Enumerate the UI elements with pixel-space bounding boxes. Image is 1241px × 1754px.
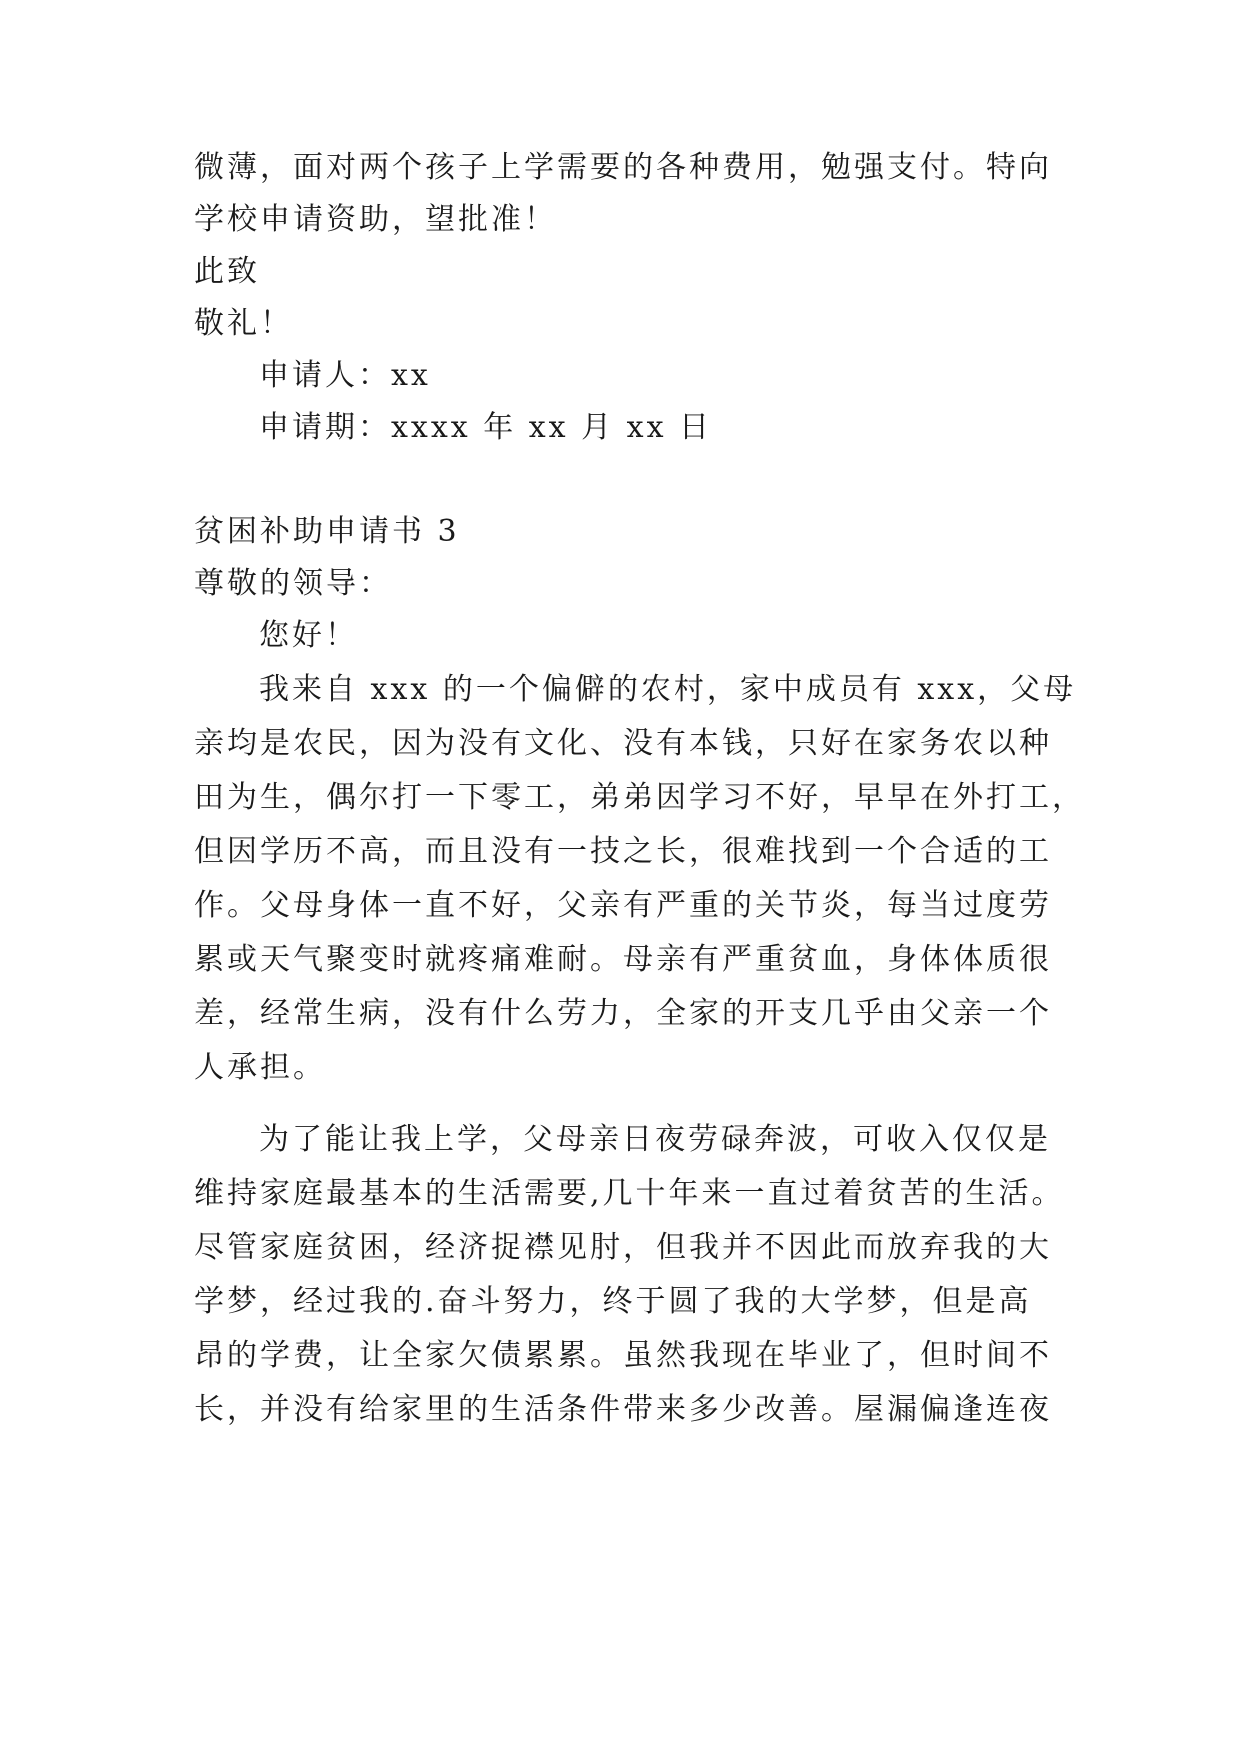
letter-title: 贫困补助申请书 3 bbox=[194, 514, 460, 549]
paragraph-line: 累或天气聚变时就疼痛难耐。母亲有严重贫血，身体体质很 bbox=[194, 942, 1052, 977]
paragraph-line: 我来自 xxx 的一个偏僻的农村，家中成员有 xxx，父母 bbox=[259, 672, 1077, 707]
salute-text: 敬礼！ bbox=[194, 306, 293, 341]
date-line: 申请期：xxxx 年 xx 月 xx 日 bbox=[259, 410, 713, 445]
paragraph-line: 亲均是农民，因为没有文化、没有本钱，只好在家务农以种 bbox=[194, 726, 1052, 761]
paragraph-line: 但因学历不高，而且没有一技之长，很难找到一个合适的工 bbox=[194, 834, 1052, 869]
paragraph-line: 作。父母身体一直不好，父亲有严重的关节炎，每当过度劳 bbox=[194, 888, 1052, 923]
body-line: 学校申请资助，望批准！ bbox=[194, 202, 557, 237]
paragraph-line: 学梦，经过我的.奋斗努力，终于圆了我的大学梦，但是高 bbox=[194, 1284, 1032, 1319]
paragraph-line: 长，并没有给家里的生活条件带来多少改善。屋漏偏逢连夜 bbox=[194, 1392, 1052, 1427]
paragraph-line: 维持家庭最基本的生活需要,几十年来一直过着贫苦的生活。 bbox=[194, 1176, 1065, 1211]
paragraph-line: 尽管家庭贫困，经济捉襟见肘，但我并不因此而放弃我的大 bbox=[194, 1230, 1052, 1265]
body-line: 微薄，面对两个孩子上学需要的各种费用，勉强支付。特向 bbox=[194, 150, 1052, 185]
addressee-line: 尊敬的领导： bbox=[194, 566, 392, 601]
paragraph-line: 差，经常生病，没有什么劳力，全家的开支几乎由父亲一个 bbox=[194, 996, 1052, 1031]
closing-text: 此致 bbox=[194, 254, 260, 289]
paragraph-line: 昂的学费，让全家欠债累累。虽然我现在毕业了，但时间不 bbox=[194, 1338, 1052, 1373]
paragraph-line: 田为生，偶尔打一下零工，弟弟因学习不好，早早在外打工， bbox=[194, 780, 1085, 815]
applicant-line: 申请人：xx bbox=[259, 358, 431, 393]
greeting-line: 您好！ bbox=[259, 618, 358, 653]
paragraph-line: 人承担。 bbox=[194, 1050, 326, 1085]
paragraph-line: 为了能让我上学，父母亲日夜劳碌奔波，可收入仅仅是 bbox=[259, 1122, 1051, 1157]
